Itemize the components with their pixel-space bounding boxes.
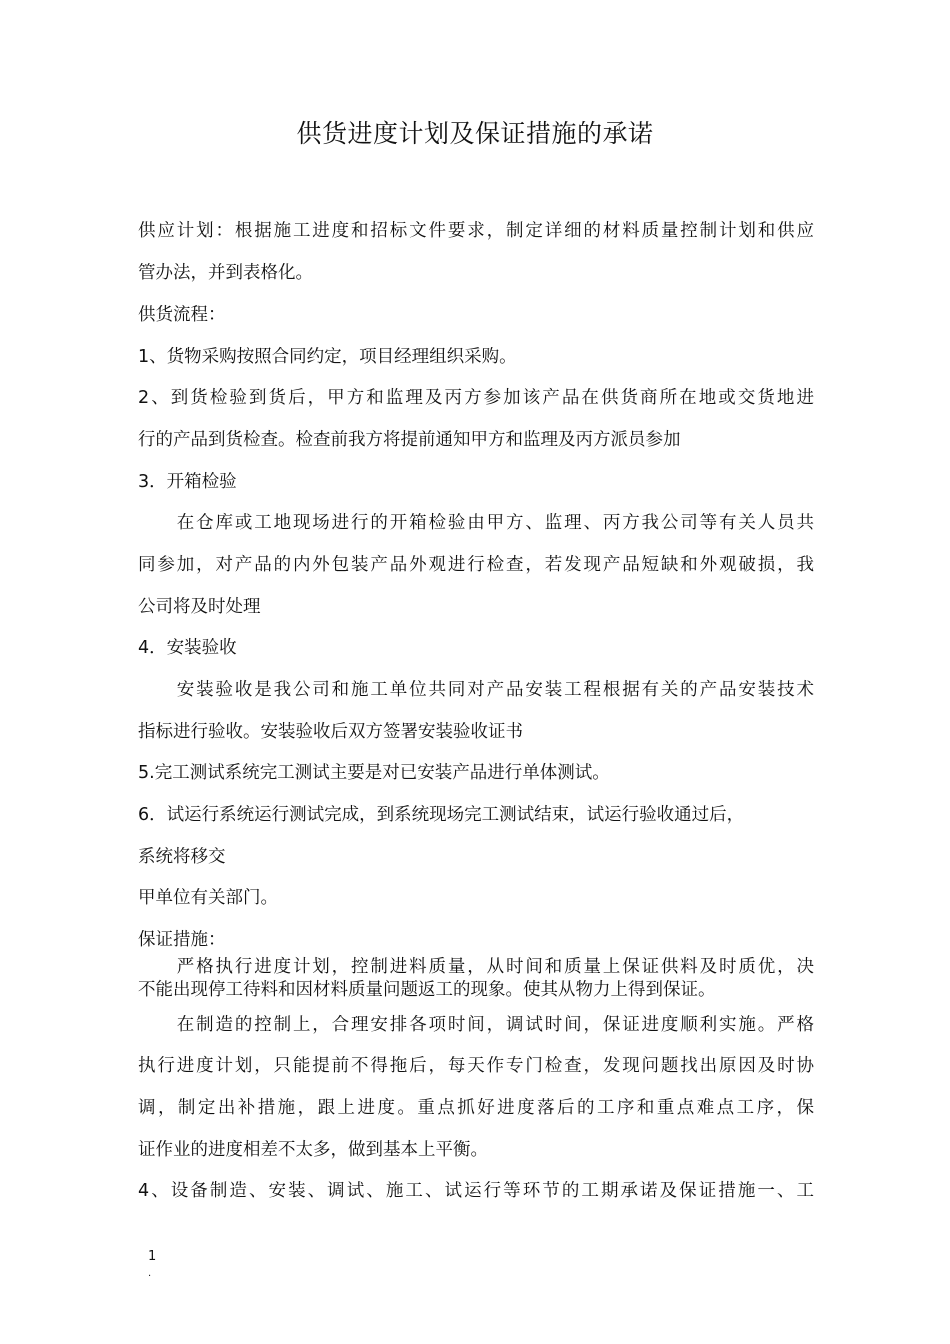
paragraph-line: 公司将及时处理 [138,597,261,617]
paragraph-line: 管办法，并到表格化。 [138,263,313,283]
paragraph-line: 安装验收是我公司和施工单位共同对产品安装工程根据有关的产品安装技术 [138,680,814,700]
paragraph-line: 指标进行验收。安装验收后双方签署安装验收证书 [138,722,523,742]
paragraph-line: 调，制定出补措施，跟上进度。重点抓好进度落后的工序和重点难点工序，保 [138,1098,814,1118]
paragraph-line: 供货流程： [138,305,226,325]
section-heading: 4．安装验收 [138,638,237,658]
paragraph-line: 在仓库或工地现场进行的开箱检验由甲方、监理、丙方我公司等有关人员共 [138,513,814,533]
page-number: 1 [148,1249,157,1264]
section-heading: 保证措施： [138,930,226,950]
paragraph-line: 1、货物采购按照合同约定，项目经理组织采购。 [138,347,517,367]
paragraph-line: 2、到货检验到货后，甲方和监理及丙方参加该产品在供货商所在地或交货地进 [138,388,814,408]
paragraph-line: 供应计划：根据施工进度和招标文件要求，制定详细的材料质量控制计划和供应 [138,221,814,241]
paragraph-line: 6．试运行系统运行测试完成，到系统现场完工测试结束，试运行验收通过后， [138,805,745,825]
document-title: 供货进度计划及保证措施的承诺 [296,119,654,148]
paragraph-line: 不能出现停工待料和因材料质量问题返工的现象。使其从物力上得到保证。 [138,980,716,1000]
paragraph-line: 4、设备制造、安装、调试、施工、试运行等环节的工期承诺及保证措施一、工 [138,1181,814,1201]
paragraph-line: 同参加，对产品的内外包装产品外观进行检查，若发现产品短缺和外观破损，我 [138,555,814,575]
section-heading: 3．开箱检验 [138,472,237,492]
footer-mark: . [148,1268,152,1279]
paragraph-line: 甲单位有关部门。 [138,888,278,908]
paragraph-line: 系统将移交 [138,847,226,867]
paragraph-line: 在制造的控制上，合理安排各项时间，调试时间，保证进度顺利实施。严格 [138,1015,814,1035]
paragraph-line: 行的产品到货检查。检查前我方将提前通知甲方和监理及丙方派员参加 [138,430,681,450]
paragraph-line: 执行进度计划，只能提前不得拖后，每天作专门检查，发现问题找出原因及时协 [138,1056,814,1076]
paragraph-line: 5.完工测试系统完工测试主要是对已安装产品进行单体测试。 [138,763,610,783]
paragraph-line: 严格执行进度计划，控制进料质量，从时间和质量上保证供料及时质优，决 [138,957,814,977]
paragraph-line: 证作业的进度相差不太多，做到基本上平衡。 [138,1140,488,1160]
